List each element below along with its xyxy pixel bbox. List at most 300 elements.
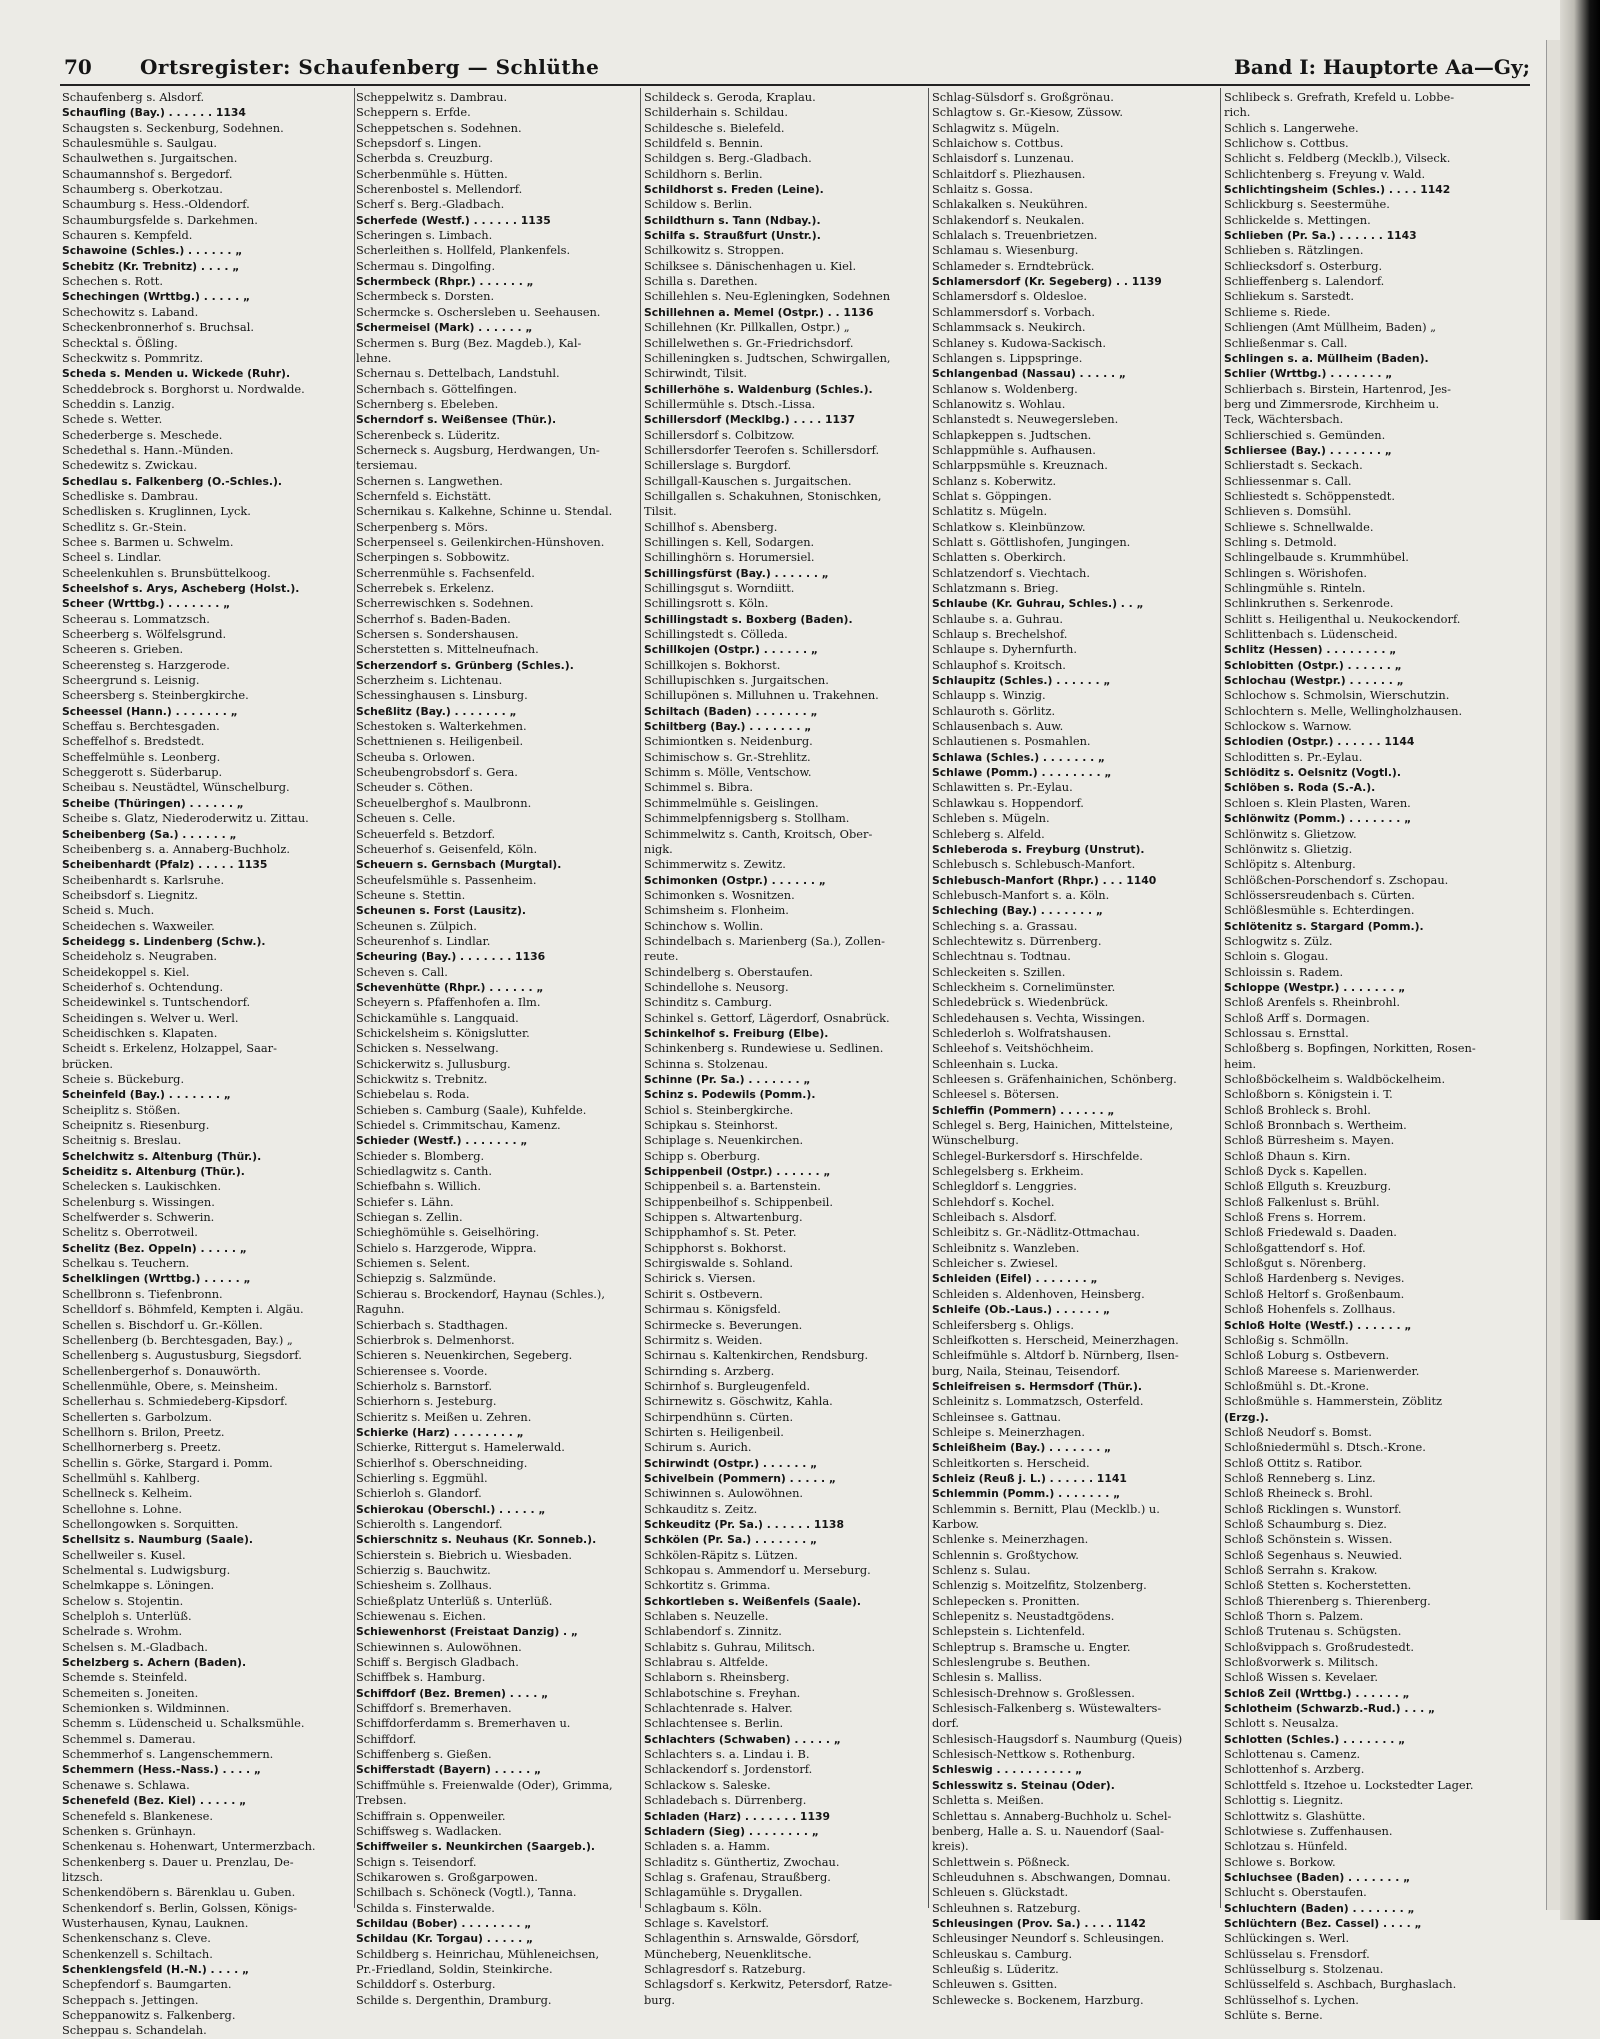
index-entry: Schaugsten s. Seckenburg, Sodehnen.	[62, 120, 284, 135]
index-entry: Schlemmin s. Bernitt, Plau (Mecklb.) u.	[932, 1501, 1160, 1516]
index-entry: Schlawkau s. Hoppendorf.	[932, 795, 1084, 810]
index-entry: Schiplage s. Neuenkirchen.	[644, 1133, 804, 1148]
index-entry: Scheiditz s. Altenburg (Thür.).	[62, 1165, 245, 1179]
index-entry: Schenkenberg s. Dauer u. Prenzlau, De-	[62, 1854, 294, 1869]
index-entry: Scheddebrock s. Borghorst u. Nordwalde.	[62, 381, 305, 396]
index-entry: Schkopau s. Ammendorf u. Merseburg.	[644, 1563, 871, 1577]
index-entry: Schirnewitz s. Göschwitz, Kahla.	[644, 1394, 833, 1409]
index-entry: Schivelbein (Pommern) . . . . . „	[644, 1471, 837, 1485]
index-entry: Scherenbostel s. Mellendorf.	[356, 182, 523, 197]
index-entry: Schlitz (Hessen) . . . . . . . . „	[1224, 643, 1397, 657]
index-entry: Schiffdorferdamm s. Bremerhaven u.	[356, 1716, 571, 1731]
index-entry: Schelploh s. Unterlüß.	[62, 1609, 192, 1624]
index-entry: Schloß Mareese s. Marienwerder.	[1224, 1363, 1420, 1378]
index-entry: Schlaube (Kr. Guhrau, Schles.) . . „	[932, 597, 1144, 611]
index-entry: Schlobitten (Ostpr.) . . . . . . „	[1224, 658, 1402, 672]
index-entry: Schelklingen (Wrttbg.) . . . . . „	[62, 1272, 251, 1286]
index-entry: Schliecksdorf s. Osterburg.	[1224, 258, 1383, 273]
index-entry: Schlesisch-Drehnow s. Großlessen.	[932, 1685, 1135, 1700]
index-entry: Schloßberg s. Bopfingen, Norkitten, Rosen-	[1224, 1041, 1476, 1056]
index-entry: Schleinsee s. Gattnau.	[932, 1409, 1062, 1424]
index-entry: Schiltach (Baden) . . . . . . . „	[644, 704, 818, 718]
index-entry: Scheffelhof s. Bredstedt.	[62, 734, 205, 749]
index-entry: Schließenmar s. Call.	[1224, 335, 1348, 350]
index-entry: Schlakendorf s. Neukalen.	[932, 212, 1085, 227]
index-entry: Schloß Renneberg s. Linz.	[1224, 1470, 1376, 1485]
index-entry: Scheune s. Stettin.	[356, 887, 466, 902]
index-entry: Schloß Hardenberg s. Neviges.	[1224, 1271, 1405, 1286]
index-entry: Schlauphof s. Kroitsch.	[932, 657, 1066, 672]
index-entry: Schiefbahn s. Willich.	[356, 1179, 481, 1194]
index-entry: Schlaisdorf s. Lunzenau.	[932, 151, 1075, 166]
page-number: 70	[64, 55, 92, 79]
index-entry: Schelzberg s. Achern (Baden).	[62, 1656, 247, 1670]
index-entry: Schlingen s. Wörishofen.	[1224, 565, 1368, 580]
index-entry: Schlebusch s. Schlebusch-Manfort.	[932, 857, 1136, 872]
index-entry: Schierloh s. Glandorf.	[356, 1486, 482, 1501]
index-entry: Schleußig s. Lüderitz.	[932, 1961, 1059, 1976]
index-entry: Schiffweiler s. Neunkirchen (Saargeb.).	[356, 1840, 596, 1854]
index-entry: Schippenbeilhof s. Schippenbeil.	[644, 1194, 834, 1209]
index-entry: Scheessel (Hann.) . . . . . . . „	[62, 704, 238, 718]
index-entry: Schlüchtern (Bez. Cassel) . . . . „	[1224, 1916, 1422, 1930]
index-entry: Schlaupitz (Schles.) . . . . . . „	[932, 674, 1111, 688]
index-entry: Scheda s. Menden u. Wickede (Ruhr).	[62, 367, 291, 381]
index-entry: Schernikau s. Kalkehne, Schinne u. Stendal.	[356, 504, 613, 519]
index-entry: Scheunen s. Forst (Lausitz).	[356, 904, 527, 918]
index-entry: Scheuen s. Celle.	[356, 811, 456, 826]
index-entry: Schiffdorf.	[356, 1731, 417, 1746]
index-entry: Schillelwethen s. Gr.-Friedrichsdorf.	[644, 335, 854, 350]
index-entry: Schlage s. Kavelstorf.	[644, 1915, 769, 1930]
index-entry: Schemde s. Steinfeld.	[62, 1670, 188, 1685]
index-entry: Schletta s. Meißen.	[932, 1793, 1044, 1808]
index-entry: Schaumannshof s. Bergedorf.	[62, 166, 233, 181]
index-entry: Schloßböckelheim s. Waldböckelheim.	[1224, 1072, 1446, 1086]
index-entry: Schloß Arff s. Dormagen.	[1224, 1010, 1370, 1025]
index-entry: Schlesin s. Malliss.	[932, 1670, 1043, 1685]
index-entry: Schimmel s. Bibra.	[644, 780, 754, 795]
index-entry: Scheelshof s. Arys, Ascheberg (Holst.).	[62, 582, 300, 595]
index-entry: Schkortitz s. Grimma.	[644, 1578, 771, 1593]
index-entry: Schlatten s. Oberkirch.	[932, 550, 1067, 565]
index-entry: Scherzendorf s. Grünberg (Schles.).	[356, 658, 574, 672]
index-entry: dorf.	[932, 1716, 960, 1731]
index-entry: Schlotten (Schles.) . . . . . . . „	[1224, 1732, 1406, 1746]
index-entry: Schlott s. Neusalza.	[1224, 1716, 1339, 1731]
index-entry: Schlegel s. Berg, Hainichen, Mittelsteine,	[932, 1118, 1174, 1133]
index-entry: Scherenbeck s. Lüderitz.	[356, 427, 501, 442]
index-entry: Schenefeld (Bez. Kiel) . . . . . „	[62, 1794, 247, 1808]
index-entry: Schillehlen s. Neu-Egleningken, Sodehnen	[644, 289, 891, 304]
index-entry: Schillersdorfer Teerofen s. Schillersdorf.	[644, 442, 880, 457]
index-entry: Schinne (Pr. Sa.) . . . . . . . „	[644, 1073, 811, 1086]
index-entry: Schleslengrube s. Beuthen.	[932, 1655, 1091, 1670]
index-entry: Schlöpitz s. Altenburg.	[1224, 857, 1356, 872]
index-entry: Schelecken s. Laukischken.	[62, 1179, 222, 1194]
index-entry: Schilda s. Finsterwalde.	[356, 1900, 495, 1915]
index-entry: Schiffsweg s. Wadlacken.	[356, 1823, 502, 1838]
index-entry: Scheuba s. Orlowen.	[356, 749, 476, 764]
index-entry: Schicken s. Nesselwang.	[356, 1041, 499, 1056]
index-entry: Schlamersdorf s. Oldesloe.	[932, 289, 1088, 304]
index-entry: Schimmerwitz s. Zewitz.	[644, 857, 786, 872]
index-entry: Schlameder s. Erndtebrück.	[932, 258, 1095, 273]
index-entry: Schlenz s. Sulau.	[932, 1563, 1031, 1577]
index-entry: Schellohne s. Lohne.	[62, 1501, 182, 1516]
index-entry: Schkölen-Räpitz s. Lützen.	[644, 1547, 798, 1562]
index-entry: Schlagresdorf s. Ratzeburg.	[644, 1961, 806, 1976]
index-entry: Schlöben s. Roda (S.-A.).	[1224, 781, 1376, 795]
index-entry: Schellenberg s. Augustusburg, Siegsdorf.	[62, 1348, 302, 1363]
index-entry: Schelow s. Stojentin.	[62, 1593, 184, 1608]
index-entry: Schlaben s. Neuzelle.	[644, 1609, 769, 1624]
index-entry: Schieritz s. Meißen u. Zehren.	[356, 1409, 532, 1424]
index-entry: Schedliske s. Dambrau.	[62, 488, 199, 503]
index-entry: Schlemmin (Pomm.) . . . . . . . „	[932, 1487, 1121, 1501]
column-divider	[354, 88, 355, 1908]
index-entry: Schlüsselburg s. Stolzenau.	[1224, 1961, 1384, 1976]
index-entry: Scheppanowitz s. Falkenberg.	[62, 2007, 236, 2022]
index-entry: Schiffdorf s. Bremerhaven.	[356, 1701, 512, 1716]
index-entry: Schlucht s. Oberstaufen.	[1224, 1885, 1367, 1900]
index-entry: Schlackendorf s. Jordenstorf.	[644, 1762, 813, 1777]
index-entry: Schenken s. Grünhayn.	[62, 1823, 197, 1838]
index-entry: Schersen s. Sondershausen.	[356, 627, 519, 642]
index-entry: Schechowitz s. Laband.	[62, 304, 199, 319]
index-entry: Schlötenitz s. Stargard (Pomm.).	[1224, 919, 1424, 933]
index-entry: Schledebrück s. Wiedenbrück.	[932, 995, 1109, 1010]
index-entry: Schlamau s. Wiesenburg.	[932, 243, 1079, 258]
index-entry: Schleibnitz s. Wanzleben.	[932, 1240, 1080, 1255]
index-entry: Schellbronn s. Tiefenbronn.	[62, 1286, 223, 1301]
index-entry: Scheufelsmühle s. Passenheim.	[356, 872, 537, 887]
index-entry: Schlotheim (Schwarzb.-Rud.) . . . „	[1224, 1702, 1436, 1716]
index-entry: Schlößchen-Porschendorf s. Zschopau.	[1224, 872, 1449, 887]
index-entry: Schaufling (Bay.) . . . . . . 1134	[62, 106, 246, 120]
index-entry: Scheibau s. Neustädtel, Wünschelburg.	[62, 780, 290, 795]
index-entry: Schleckeiten s. Szillen.	[932, 964, 1066, 979]
index-entry: Scheidingen s. Welver u. Werl.	[62, 1010, 239, 1025]
index-entry: Schluchsee (Baden) . . . . . . . „	[1224, 1870, 1411, 1884]
index-entry: Schlechtewitz s. Dürrenberg.	[932, 933, 1102, 948]
index-entry: Schign s. Teisendorf.	[356, 1854, 477, 1869]
index-entry: Schlautienen s. Posmahlen.	[932, 734, 1091, 749]
index-entry: Schirmitz s. Weiden.	[644, 1332, 763, 1347]
index-entry: Schierau s. Brockendorf, Haynau (Schles.),	[356, 1286, 605, 1301]
index-entry: Schellenberg (b. Berchtesgaden, Bay.) „	[62, 1332, 293, 1347]
index-entry: Scheibenhardt (Pfalz) . . . . . 1135	[62, 858, 268, 872]
index-entry: Schiff s. Bergisch Gladbach.	[356, 1655, 519, 1670]
index-entry: Schimmelpfennigsberg s. Stollham.	[644, 811, 850, 826]
index-entry: Schlierstadt s. Seckach.	[1224, 458, 1363, 473]
index-entry: Schlabrau s. Altfelde.	[644, 1655, 769, 1670]
index-entry: Schipkau s. Steinhorst.	[644, 1118, 778, 1133]
index-entry: Schillupönen s. Milluhnen u. Trakehnen.	[644, 688, 879, 703]
index-entry: brücken.	[62, 1056, 114, 1071]
index-entry: Schee s. Barmen u. Schwelm.	[62, 534, 234, 549]
index-entry: Schiebelau s. Roda.	[356, 1087, 470, 1102]
index-entry: Schimsheim s. Flonheim.	[644, 903, 789, 918]
index-entry: Schillersdorf (Mecklbg.) . . . . 1137	[644, 413, 855, 427]
index-entry: Scheiplitz s. Stößen.	[62, 1102, 181, 1117]
index-entry: Schluchtern (Baden) . . . . . . . „	[1224, 1901, 1415, 1915]
index-entry: Schaulesmühle s. Saulgau.	[62, 136, 218, 151]
index-entry: Schecktal s. Ößling.	[62, 335, 178, 350]
index-entry: Scheelenkuhlen s. Brunsbüttelkoog.	[62, 565, 271, 580]
index-entry: Schierzig s. Bauchwitz.	[356, 1563, 491, 1577]
index-entry: Schippenbeil s. a. Bartenstein.	[644, 1179, 821, 1194]
index-entry: Schellerten s. Garbolzum.	[62, 1409, 212, 1424]
index-entry: Schlogwitz s. Zülz.	[1224, 933, 1333, 948]
index-entry: Schiffenberg s. Gießen.	[356, 1747, 492, 1762]
index-entry: Schirum s. Aurich.	[644, 1440, 752, 1455]
index-entry: Schleckheim s. Cornelimünster.	[932, 979, 1116, 994]
index-entry: Scherbda s. Creuzburg.	[356, 151, 494, 166]
index-entry: Schillgallen s. Schakuhnen, Stonischken,	[644, 488, 882, 503]
index-entry: Schloß Loburg s. Ostbevern.	[1224, 1348, 1390, 1363]
index-entry: Schierstein s. Biebrich u. Wiesbaden.	[356, 1547, 573, 1562]
index-entry: Schleicher s. Zwiesel.	[932, 1256, 1059, 1271]
index-entry: Schiffmühle s. Freienwalde (Oder), Grimma,	[356, 1777, 613, 1792]
index-entry: Schlotwiese s. Zuffenhausen.	[1224, 1823, 1393, 1838]
index-entry: Scheibsdorf s. Liegnitz.	[62, 887, 198, 902]
index-entry: Schlalach s. Treuenbrietzen.	[932, 228, 1098, 243]
index-entry: Schenklengsfeld (H.-N.) . . . . „	[62, 1962, 250, 1976]
index-entry: Schellweiler s. Kusel.	[62, 1547, 186, 1562]
index-entry: Schickamühle s. Langquaid.	[356, 1010, 519, 1025]
index-entry: Schlat s. Göppingen.	[932, 488, 1052, 503]
index-entry: Schlegel-Burkersdorf s. Hirschfelde.	[932, 1148, 1143, 1163]
index-entry: Scheppetschen s. Sodehnen.	[356, 120, 522, 135]
index-entry: Schlehdorf s. Kochel.	[932, 1194, 1055, 1209]
column-divider	[928, 88, 929, 1908]
index-entry: Schlaupe s. Dyhernfurth.	[932, 642, 1077, 657]
index-entry: Schlechtnau s. Todtnau.	[932, 949, 1071, 964]
index-entry: Schloß Serrahn s. Krakow.	[1224, 1563, 1378, 1577]
index-entry: Schauren s. Kempfeld.	[62, 228, 193, 243]
index-entry: Scheurenhof s. Lindlar.	[356, 933, 491, 948]
index-entry: Schlockow s. Warnow.	[1224, 719, 1352, 734]
index-entry: Schleibitz s. Gr.-Nädlitz-Ottmachau.	[932, 1225, 1140, 1240]
index-entry: Schemmern (Hess.-Nass.) . . . . „	[62, 1763, 262, 1777]
index-entry: Scheuerhof s. Geisenfeld, Köln.	[356, 841, 538, 856]
index-entry: Schillingsrott s. Köln.	[644, 596, 769, 611]
index-entry: Schlepenitz s. Neustadtgödens.	[932, 1609, 1115, 1624]
index-entry: Scheie s. Bückeburg.	[62, 1072, 185, 1086]
index-entry: Schlatkow s. Kleinbünzow.	[932, 519, 1086, 534]
index-entry: Schickelsheim s. Königslutter.	[356, 1025, 530, 1040]
index-entry: Scherf s. Berg.-Gladbach.	[356, 197, 505, 212]
index-entry: Schlachtensee s. Berlin.	[644, 1716, 784, 1731]
index-entry: Schildfeld s. Bennin.	[644, 136, 764, 151]
index-entry: Schiffdorf (Bez. Bremen) . . . . „	[356, 1686, 549, 1700]
index-entry: Schlagwitz s. Mügeln.	[932, 120, 1060, 135]
index-entry: Schernbach s. Göttelfingen.	[356, 381, 517, 396]
index-entry: Schladen s. a. Hamm.	[644, 1839, 771, 1854]
index-entry: Schinna s. Stolzenau.	[644, 1056, 769, 1071]
index-entry: Schlawitten s. Pr.-Eylau.	[932, 780, 1073, 795]
index-entry: Schildhorst s. Freden (Leine).	[644, 183, 824, 197]
index-entry: Scheuerfeld s. Betzdorf.	[356, 826, 496, 841]
index-entry: Schloß Dhaun s. Kirn.	[1224, 1148, 1351, 1163]
index-entry: Schloß Brohleck s. Brohl.	[1224, 1102, 1371, 1117]
index-entry: Schillingsfürst (Bay.) . . . . . . „	[644, 566, 829, 580]
index-entry: Schlochau (Westpr.) . . . . . . „	[1224, 674, 1404, 688]
index-entry: Schellerhau s. Schmiedeberg-Kipsdorf.	[62, 1394, 288, 1409]
index-entry: Schloß Hohenfels s. Zollhaus.	[1224, 1302, 1396, 1317]
index-entry: Schlanstedt s. Neuwegersleben.	[932, 412, 1119, 427]
index-entry: Trebsen.	[356, 1793, 407, 1808]
index-entry: Schillupischken s. Jurgaitschen.	[644, 673, 829, 688]
index-entry: Schlachtenrade s. Halver.	[644, 1701, 793, 1716]
index-entry: Schifferstadt (Bayern) . . . . . „	[356, 1763, 542, 1777]
index-entry: Schlepstein s. Lichtenfeld.	[932, 1624, 1086, 1639]
index-entry: Schloß Stetten s. Kocherstetten.	[1224, 1578, 1412, 1593]
index-entry: Scheidekoppel s. Kiel.	[62, 964, 190, 979]
index-entry: tersiemau.	[356, 458, 418, 473]
index-entry: Schleuwen s. Gsitten.	[932, 1977, 1058, 1992]
index-entry: Karbow.	[932, 1516, 979, 1531]
index-entry: Scheppach s. Jettingen.	[62, 1992, 199, 2007]
index-entry: Schleuduhnen s. Abschwangen, Domnau.	[932, 1869, 1171, 1884]
index-entry: Schiesheim s. Zollhaus.	[356, 1578, 492, 1593]
index-entry: Schierokau (Oberschl.) . . . . . „	[356, 1502, 546, 1516]
index-entry: Scheppelwitz s. Dambrau.	[356, 90, 508, 104]
index-entry: Schemmerhof s. Langenschemmern.	[62, 1747, 274, 1762]
index-entry: Schlappmühle s. Aufhausen.	[932, 442, 1096, 457]
index-entry: Schierbrok s. Delmenhorst.	[356, 1332, 515, 1347]
index-entry: Schieben s. Camburg (Saale), Kuhfelde.	[356, 1102, 587, 1117]
index-entry: Schernen s. Langwethen.	[356, 473, 503, 488]
index-entry: Schedlitz s. Gr.-Stein.	[62, 519, 187, 534]
index-entry: Schloß Schönstein s. Wissen.	[1224, 1532, 1393, 1547]
index-entry: Schilksee s. Dänischenhagen u. Kiel.	[644, 258, 857, 273]
index-entry: Schlottenau s. Camenz.	[1224, 1747, 1361, 1762]
index-entry: Schlich s. Langerwehe.	[1224, 120, 1359, 135]
index-entry: Schlatitz s. Mügeln.	[932, 504, 1048, 519]
index-entry: Schinditz s. Camburg.	[644, 995, 773, 1010]
index-entry: Schedlau s. Falkenberg (O.-Schles.).	[62, 474, 283, 488]
index-entry: Schleben s. Mügeln.	[932, 811, 1050, 826]
index-entry: Schildau (Kr. Torgau) . . . . . „	[356, 1932, 534, 1946]
index-entry: Scheffau s. Berchtesgaden.	[62, 719, 220, 734]
index-entry: Scherpenseel s. Geilenkirchen-Hünshoven.	[356, 534, 605, 549]
index-entry: Schenkendöbern s. Bärenklau u. Guben.	[62, 1885, 296, 1900]
index-entry: Wusterhausen, Kynau, Lauknen.	[62, 1915, 249, 1930]
index-entry: Schellhorn s. Brilon, Preetz.	[62, 1424, 225, 1439]
index-column-5	[1224, 90, 1538, 2023]
index-entry: Schlickelde s. Mettingen.	[1224, 212, 1371, 227]
index-entry: Schlossau s. Ernsttal.	[1224, 1025, 1349, 1040]
index-entry: (Erzg.).	[1224, 1410, 1269, 1424]
index-entry: Schlabendorf s. Zinnitz.	[644, 1624, 782, 1639]
index-entry: Scheffelmühle s. Leonberg.	[62, 749, 221, 764]
index-entry: Schirmau s. Königsfeld.	[644, 1302, 781, 1317]
index-entry: Schiepzig s. Salzmünde.	[356, 1271, 497, 1286]
index-entry: Schleusingen (Prov. Sa.) . . . . 1142	[932, 1916, 1146, 1930]
index-entry: Schenkendorf s. Berlin, Golssen, Königs-	[62, 1900, 298, 1915]
index-entry: Schimiontken s. Neidenburg.	[644, 734, 813, 749]
index-entry: Schladitz s. Günthertiz, Zwochau.	[644, 1854, 840, 1869]
page-header	[60, 50, 1530, 86]
index-entry: Schelmental s. Ludwigsburg.	[62, 1563, 231, 1577]
index-entry: Schimonken s. Wosnitzen.	[644, 887, 795, 902]
index-entry: Schloß Rheineck s. Brohl.	[1224, 1486, 1373, 1501]
index-entry: Scheerau s. Lommatzsch.	[62, 611, 210, 626]
index-entry: Schleifersberg s. Ohligs.	[932, 1317, 1074, 1332]
index-entry: Scherrenmühle s. Fachsenfeld.	[356, 565, 535, 580]
index-entry: Schinkenberg s. Rundewiese u. Sedlinen.	[644, 1041, 884, 1056]
index-entry: Schermcke s. Oschersleben u. Seehausen.	[356, 304, 601, 319]
index-entry: Schierke, Rittergut s. Hamelerwald.	[356, 1440, 565, 1455]
index-entry: Schenkenschanz s. Cleve.	[62, 1931, 211, 1946]
index-entry: Schillingstedt s. Cölleda.	[644, 627, 788, 642]
index-entry: Schlönwitz s. Glietzig.	[1224, 841, 1353, 856]
index-entry: Schloppe (Westpr.) . . . . . . . „	[1224, 980, 1406, 994]
index-entry: Schierschnitz s. Neuhaus (Kr. Sonneb.).	[356, 1533, 597, 1547]
binding-shadow	[1560, 0, 1600, 1920]
index-entry: Schleehof s. Veitshöchheim.	[932, 1041, 1094, 1056]
index-entry: Schleenhain s. Lucka.	[932, 1056, 1059, 1071]
index-entry: Schleiden s. Aldenhoven, Heinsberg.	[932, 1286, 1145, 1301]
index-entry: Schilfa s. Straußfurt (Unstr.).	[644, 229, 821, 243]
index-entry: Schloßgattendorf s. Hof.	[1224, 1240, 1366, 1255]
index-entry: Schleiden (Eifel) . . . . . . . „	[932, 1272, 1098, 1286]
index-entry: Schede s. Wetter.	[62, 412, 163, 427]
index-entry: Scheibenberg s. a. Annaberg-Buchholz.	[62, 841, 290, 856]
index-entry: Schloß Bronnbach s. Wertheim.	[1224, 1118, 1407, 1133]
column-divider	[1220, 88, 1221, 1908]
index-entry: Schloßvorwerk s. Militsch.	[1224, 1655, 1379, 1670]
index-entry: Schlüsselhof s. Lychen.	[1224, 1992, 1359, 2007]
index-entry: Scheuring (Bay.) . . . . . . . 1136	[356, 950, 546, 964]
index-entry: Schlingen s. a. Müllheim (Baden).	[1224, 351, 1429, 365]
index-entry: Scheckwitz s. Pommritz.	[62, 350, 204, 365]
index-column-3	[644, 90, 926, 2008]
index-entry: Schlaitz s. Gossa.	[932, 182, 1033, 197]
index-entry: Schlottenhof s. Arzberg.	[1224, 1762, 1365, 1777]
index-entry: Schessinghausen s. Linsburg.	[356, 688, 528, 703]
index-entry: Scheringen s. Limbach.	[356, 228, 493, 243]
index-entry: Schlangen s. Lippspringe.	[932, 350, 1083, 365]
index-entry: Schenawe s. Schlawa.	[62, 1777, 190, 1792]
index-entry: Schloßniedermühl s. Dtsch.-Krone.	[1224, 1440, 1426, 1455]
index-entry: Schierolth s. Langendorf.	[356, 1516, 503, 1531]
index-entry: Schellen s. Bischdorf u. Gr.-Köllen.	[62, 1317, 263, 1332]
index-entry: Schierlhof s. Oberschneiding.	[356, 1455, 528, 1470]
index-entry: Schliersee (Bay.) . . . . . . . „	[1224, 443, 1392, 457]
index-entry: Schettnienen s. Heiligenbeil.	[356, 734, 524, 749]
index-entry: lehne.	[356, 350, 392, 365]
index-entry: Schipp s. Oberburg.	[644, 1148, 761, 1163]
index-entry: Scheer (Wrttbg.) . . . . . . . „	[62, 597, 231, 611]
index-entry: Schirnau s. Kaltenkirchen, Rendsburg.	[644, 1348, 869, 1363]
index-entry: Schliewe s. Schnellwalde.	[1224, 519, 1374, 534]
index-entry: Schlesswitz s. Steinau (Oder).	[932, 1778, 1115, 1792]
index-entry: Schleipe s. Meinerzhagen.	[932, 1424, 1085, 1439]
index-entry: Schleusinger Neundorf s. Schleusingen.	[932, 1931, 1165, 1946]
index-entry: Schlichow s. Cottbus.	[1224, 136, 1349, 151]
index-entry: Scherleithen s. Hollfeld, Plankenfels.	[356, 243, 571, 258]
index-entry: Schernau s. Dettelbach, Landstuhl.	[356, 366, 560, 381]
index-entry: Schinz s. Podewils (Pomm.).	[644, 1088, 816, 1102]
index-entry: Schillinghörn s. Horumersiel.	[644, 550, 815, 565]
index-entry: Schleberoda s. Freyburg (Unstrut).	[932, 842, 1145, 856]
index-entry: Schloß Bürresheim s. Mayen.	[1224, 1133, 1395, 1148]
index-entry: Schleiz (Reuß j. L.) . . . . . . 1141	[932, 1471, 1127, 1485]
index-entry: Schleibach s. Alsdorf.	[932, 1210, 1057, 1225]
